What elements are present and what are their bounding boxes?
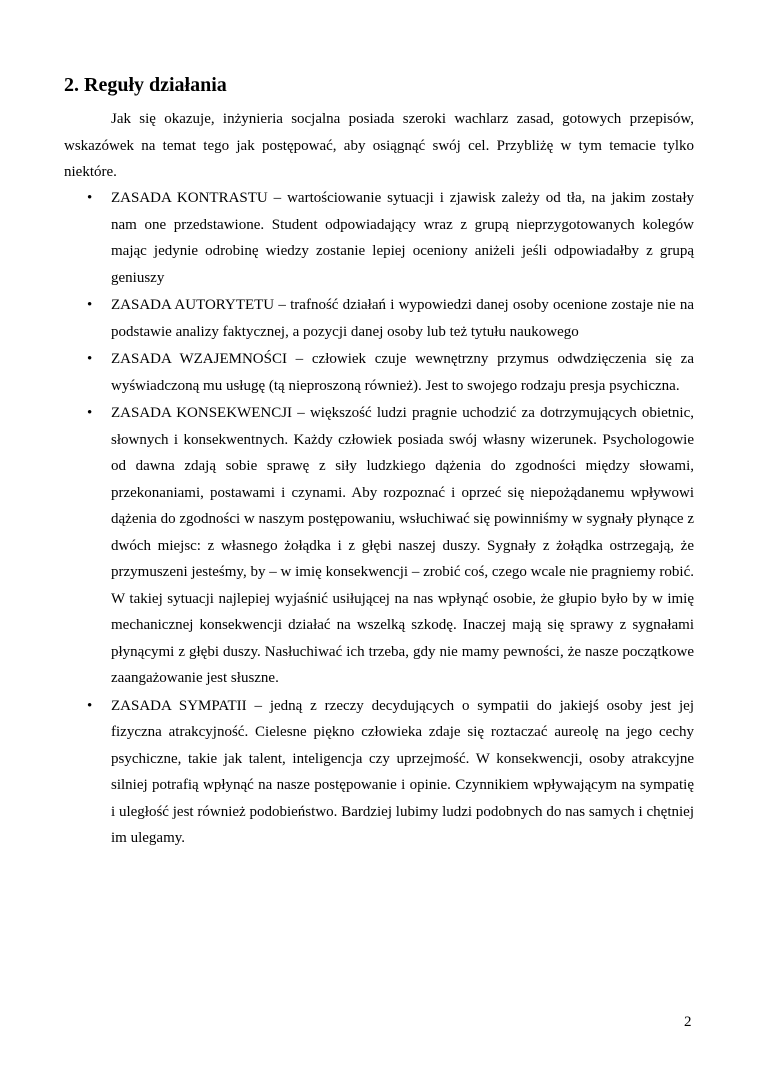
bullet-icon: • bbox=[87, 405, 93, 421]
list-item bbox=[64, 292, 694, 345]
list-item bbox=[64, 185, 694, 291]
bullet-icon: • bbox=[87, 697, 93, 714]
bullet-icon: • bbox=[87, 351, 93, 367]
rules-list bbox=[64, 185, 694, 853]
bullet-icon: • bbox=[87, 190, 93, 206]
list-item bbox=[64, 400, 694, 692]
rule-text: ZASADA KONTRASTU – wartościowanie sytuacji i zjawisk zależy od tła, na jakim zostały nam one przedstawione. Student odpowiadający wraz z grupą nieprzygotowanych kolegów mając jedynie odrobinę wiedzy zostanie lepiej oceniony aniżeli jeśli odpowiadałby z grupą geniuszy bbox=[111, 190, 694, 286]
section-heading: 2. Reguły działania bbox=[64, 74, 227, 96]
rule-text: ZASADA AUTORYTETU – trafność działań i wypowiedzi danej osoby ocenione zostaje nie na podstawie analizy faktycznej, a pozycji danej osoby lub też tytułu naukowego bbox=[111, 297, 694, 340]
rule-text: ZASADA WZAJEMNOŚCI – człowiek czuje wewnętrzny przymus odwdzięczenia się za wyświadczoną mu usługę (tą nieproszoną również). Jest to swojego rodzaju presja psychiczna. bbox=[111, 351, 694, 394]
list-item bbox=[64, 693, 694, 852]
list-item bbox=[64, 346, 694, 399]
rule-text: ZASADA KONSEKWENCJI – większość ludzi pragnie uchodzić za dotrzymujących obietnic, słownych i konsekwentnych. Każdy człowiek posiada swój własny wizerunek. Psychologowie od dawna zdają sobie sprawę z siły ludzkiego dążenia do zgodności między słowami, przekonaniami, postawami i czynami. Aby rozpoznać i oprzeć się niepożądanemu wpływowi dążenia do zgodności w naszym postępowaniu, wsłuchiwać się powinniśmy w sygnały płynące z dwóch miejsc: z własnego żołądka i z głębi naszej duszy. Sygnały z żołądka ostrzegają, że przymuszeni jesteśmy, by – w imię konsekwencji – zrobić coś, czego wcale nie pragniemy robić. W takiej sytuacji najlepiej wyjaśnić usiłującej na nas wpłynąć osobie, że głupio było by w imię mechanicznej konsekwencji działać na wszelką szkodę. Inaczej mają się sprawy z sygnałami płynącymi z głębi duszy. Nasłuchiwać ich trzeba, gdy nie mamy pewności, że nasze początkowe zaangażowanie jest słuszne. bbox=[111, 405, 694, 686]
bullet-icon: • bbox=[87, 297, 93, 313]
intro-paragraph: Jak się okazuje, inżynieria socjalna posiada szeroki wachlarz zasad, gotowych przepisów, wskazówek na temat tego jak postępować, aby osiągnąć swój cel. Przybliżę w tym temacie tylko niektóre. bbox=[64, 111, 694, 180]
rule-text: ZASADA SYMPATII – jedną z rzeczy decydujących o sympatii do jakiejś osoby jest jej fizyczna atrakcyjność. Cielesne piękno człowieka zdaje się roztaczać aureolę na jego cechy psychiczne, takie jak talent, inteligencja czy uprzejmość. W konsekwencji, osoby atrakcyjne silniej potrafią wpłynąć na nasze postępowanie i opinie. Czynnikiem wpływającym na sympatię i uległość jest również podobieństwo. Bardziej lubimy ludzi podobnych do nas samych i chętniej im ulegamy. bbox=[111, 697, 694, 846]
page-number: 2 bbox=[684, 1014, 692, 1030]
